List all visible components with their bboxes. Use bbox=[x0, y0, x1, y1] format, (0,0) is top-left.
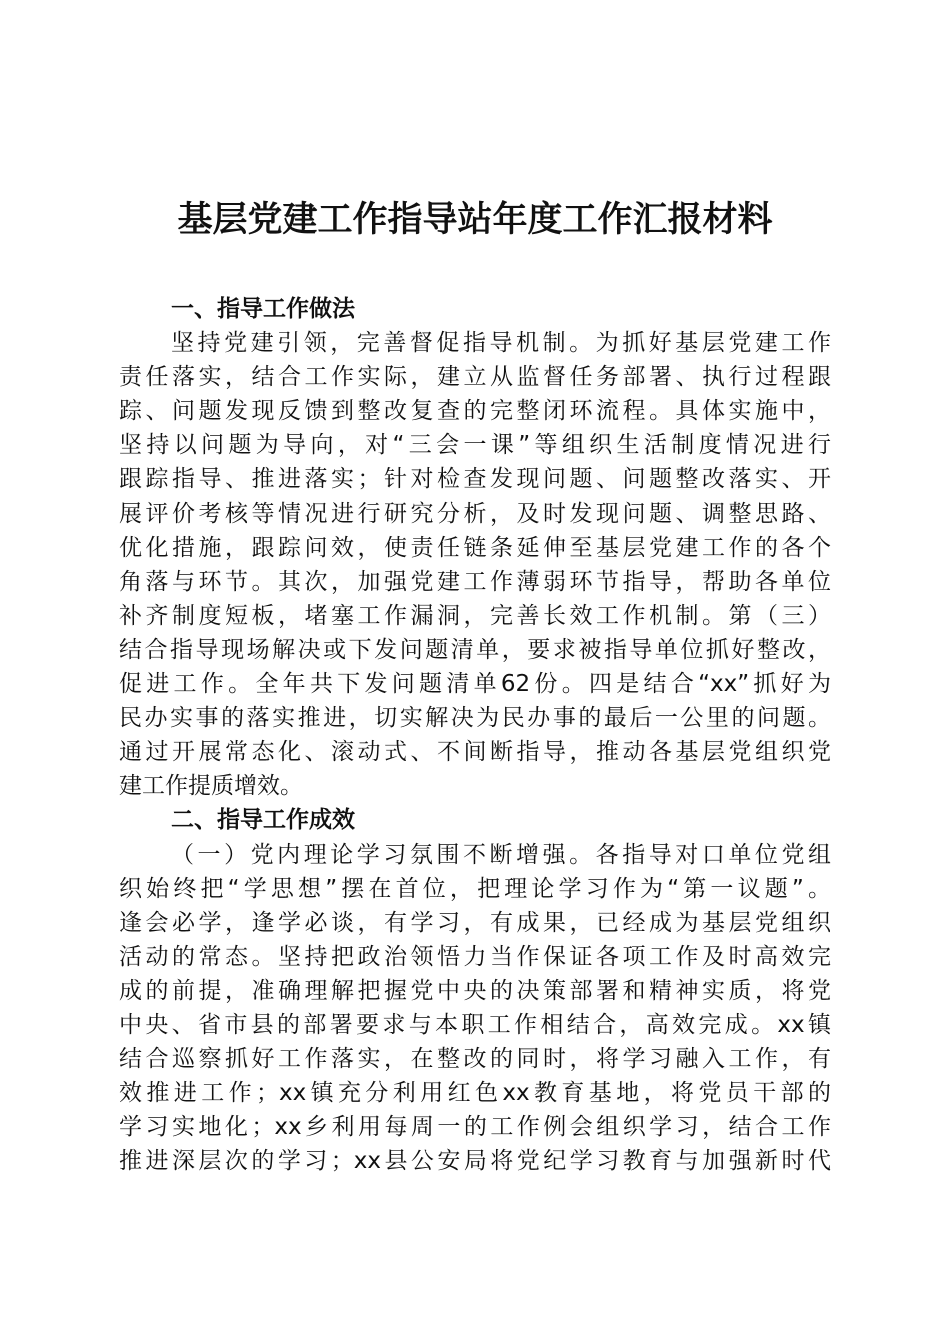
text-line: 跟踪指导、推进落实；针对检查发现问题、问题整改落实、开 bbox=[119, 466, 831, 493]
document-title: 基层党建工作指导站年度工作汇报材料 bbox=[177, 199, 773, 240]
text-line: 推进深层次的学习；xx县公安局将党纪学习教育与加强新时代 bbox=[119, 1148, 831, 1175]
text-line: 优化措施，跟踪问效，使责任链条延伸至基层党建工作的各个 bbox=[119, 534, 831, 561]
text-line: 民办实事的落实推进，切实解决为民办事的最后一公里的问题。 bbox=[119, 705, 831, 732]
text-line: 通过开展常态化、滚动式、不间断指导，推动各基层党组织党 bbox=[119, 739, 831, 766]
text-line: 踪、问题发现反馈到整改复查的完整闭环流程。具体实施中， bbox=[119, 398, 831, 425]
text-line: 活动的常态。坚持把政治领悟力当作保证各项工作及时高效完 bbox=[119, 943, 831, 970]
text-line: 促进工作。全年共下发问题清单62份。四是结合“xx”抓好为 bbox=[119, 671, 831, 698]
section-heading-practices: 一、指导工作做法 bbox=[171, 296, 355, 322]
text-line: 补齐制度短板，堵塞工作漏洞，完善长效工作机制。第（三） bbox=[119, 602, 831, 629]
text-line: 结合指导现场解决或下发问题清单，要求被指导单位抓好整改， bbox=[119, 636, 831, 663]
text-line: 责任落实，结合工作实际，建立从监督任务部署、执行过程跟 bbox=[119, 364, 831, 391]
text-line: （一）党内理论学习氛围不断增强。各指导对口单位党组 bbox=[171, 841, 831, 868]
text-line: 效推进工作；xx镇充分利用红色xx教育基地，将党员干部的 bbox=[119, 1080, 831, 1107]
text-line: 展评价考核等情况进行研究分析，及时发现问题、调整思路、 bbox=[119, 500, 831, 527]
text-line: 成的前提，准确理解把握党中央的决策部署和精神实质，将党 bbox=[119, 977, 831, 1004]
text-line: 学习实地化；xx乡利用每周一的工作例会组织学习，结合工作 bbox=[119, 1114, 831, 1141]
text-line: 织始终把“学思想”摆在首位，把理论学习作为“第一议题”。 bbox=[119, 875, 831, 902]
text-line: 中央、省市县的部署要求与本职工作相结合，高效完成。xx镇 bbox=[119, 1011, 831, 1038]
document-body bbox=[119, 292, 831, 1178]
text-line: 建工作提质增效。 bbox=[119, 773, 303, 800]
text-line: 逢会必学，逢学必谈，有学习，有成果，已经成为基层党组织 bbox=[119, 909, 831, 936]
paragraph-practices bbox=[119, 326, 831, 803]
text-line: 坚持党建引领，完善督促指导机制。为抓好基层党建工作 bbox=[171, 330, 831, 357]
paragraph-results bbox=[119, 838, 831, 1179]
text-line: 角落与环节。其次，加强党建工作薄弱环节指导，帮助各单位 bbox=[119, 568, 831, 595]
text-line: 坚持以问题为导向，对“三会一课”等组织生活制度情况进行 bbox=[119, 432, 831, 459]
section-heading-results: 二、指导工作成效 bbox=[171, 807, 355, 834]
text-line: 结合巡察抓好工作落实，在整改的同时，将学习融入工作，有 bbox=[119, 1046, 831, 1073]
